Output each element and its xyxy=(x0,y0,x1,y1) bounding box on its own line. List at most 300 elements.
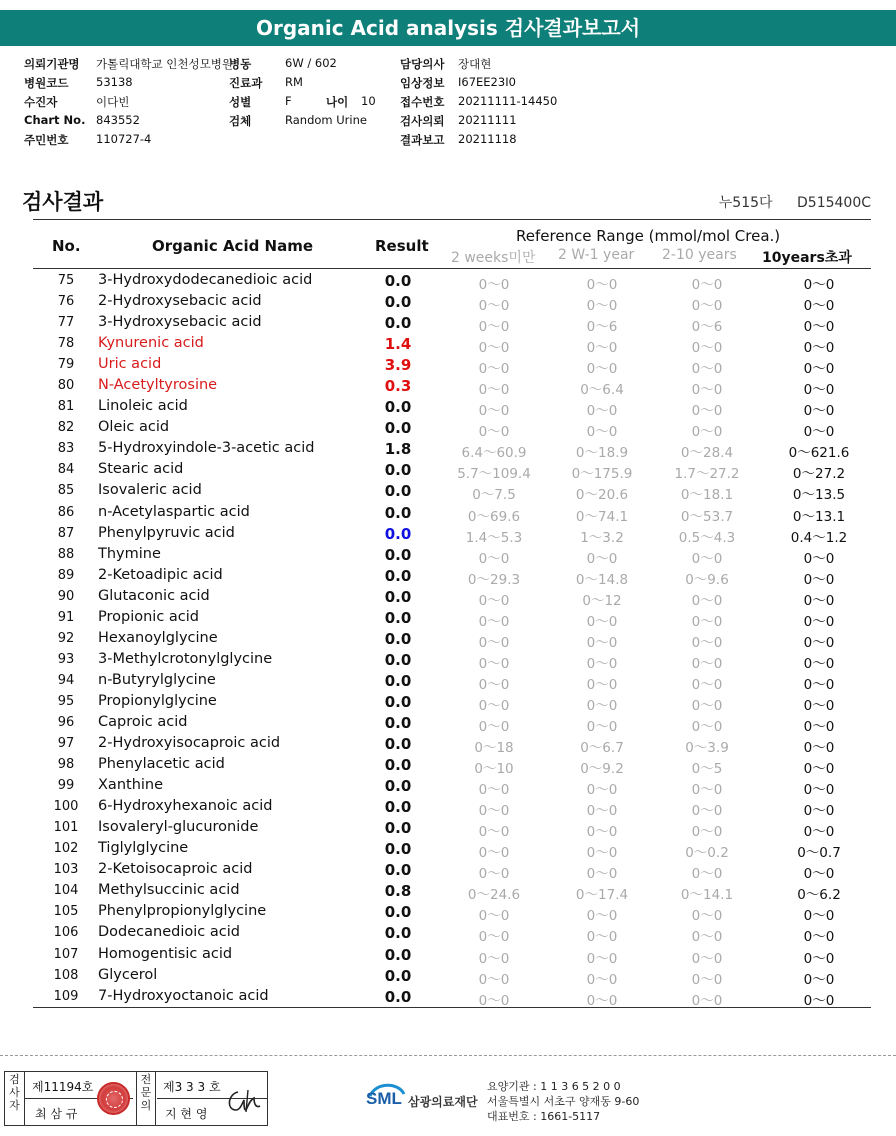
row-ref-2weeks: 0～0 xyxy=(478,845,510,862)
request-label: 검사의뢰 xyxy=(400,114,445,128)
row-ref-2weeks: 0～0 xyxy=(478,908,510,925)
row-ref-2weeks: 0～0 xyxy=(478,950,510,967)
row-no: 93 xyxy=(57,651,75,667)
header-ref-2: 2 W-1 year xyxy=(558,247,635,263)
row-name: Propionylglycine xyxy=(98,692,217,709)
row-ref-2w-1year: 0～20.6 xyxy=(575,487,629,504)
row-ref-2-10years: 0～18.1 xyxy=(680,487,734,504)
row-ref-2-10years: 0～0 xyxy=(691,613,723,630)
row-ref-2-10years: 0～0 xyxy=(691,803,723,820)
row-ref-2weeks: 0～0 xyxy=(478,866,510,883)
table-row xyxy=(33,987,871,1008)
row-ref-10years: 0～0 xyxy=(803,782,835,799)
row-ref-2w-1year: 0～74.1 xyxy=(575,508,629,525)
sign2-license: 제3 3 3 호 xyxy=(163,1080,221,1094)
row-ref-10years: 0～0 xyxy=(803,319,835,336)
row-ref-2weeks: 0～0 xyxy=(478,824,510,841)
table-row xyxy=(33,713,871,734)
row-name: 2-Hydroxysebacic acid xyxy=(98,293,262,310)
row-ref-2weeks: 0～0 xyxy=(478,550,510,567)
row-ref-10years: 0～0 xyxy=(803,340,835,357)
row-ref-2weeks: 0～0 xyxy=(478,361,510,378)
row-ref-2weeks: 0～10 xyxy=(474,761,514,778)
row-no: 75 xyxy=(57,273,75,288)
row-no: 85 xyxy=(57,483,75,499)
row-name: Phenylpropionylglycine xyxy=(98,903,267,920)
row-ref-2w-1year: 1～3.2 xyxy=(580,529,624,546)
row-ref-10years: 0～0 xyxy=(803,550,835,567)
row-ref-2weeks: 0～7.5 xyxy=(472,487,516,504)
row-ref-2-10years: 0～53.7 xyxy=(680,508,734,525)
table-row xyxy=(33,481,871,502)
specimen-label: 검체 xyxy=(229,114,252,128)
row-no: 104 xyxy=(53,883,79,899)
row-no: 95 xyxy=(57,693,75,709)
row-no: 77 xyxy=(57,315,75,331)
row-ref-2weeks: 5.7～109.4 xyxy=(457,466,531,483)
row-ref-2w-1year: 0～18.9 xyxy=(575,445,629,462)
chart-label: Chart No. xyxy=(24,113,86,127)
row-name: Uric acid xyxy=(98,356,162,373)
table-row xyxy=(33,923,871,944)
row-ref-2w-1year: 0～0 xyxy=(586,908,618,925)
row-no: 108 xyxy=(53,967,79,983)
row-no: 102 xyxy=(53,841,79,857)
table-row xyxy=(33,418,871,439)
row-ref-2-10years: 0～0 xyxy=(691,592,723,609)
ward-label: 병동 xyxy=(229,57,252,71)
table-row xyxy=(33,797,871,818)
row-result: 0.0 xyxy=(384,461,412,480)
row-ref-2-10years: 0～0 xyxy=(691,634,723,651)
row-no: 109 xyxy=(53,988,79,1004)
row-ref-10years: 0～0 xyxy=(803,676,835,693)
row-ref-2-10years: 0～14.1 xyxy=(680,887,734,904)
dept-label: 진료과 xyxy=(229,76,263,90)
chart-value: 843552 xyxy=(96,113,140,127)
row-ref-2w-1year: 0～9.2 xyxy=(580,761,624,778)
row-ref-10years: 0～0 xyxy=(803,950,835,967)
row-ref-2w-1year: 0～175.9 xyxy=(571,466,633,483)
row-name: Oleic acid xyxy=(98,419,170,436)
row-no: 78 xyxy=(57,336,75,352)
row-ref-10years: 0～0 xyxy=(803,929,835,946)
table-row xyxy=(33,966,871,987)
clinical-value: I67EE23I0 xyxy=(458,75,516,89)
table-row xyxy=(33,271,871,292)
row-result: 0.0 xyxy=(384,798,412,817)
row-ref-2-10years: 0～0 xyxy=(691,655,723,672)
row-ref-2weeks: 0～0 xyxy=(478,803,510,820)
table-row xyxy=(33,587,871,608)
row-ref-2-10years: 0～0 xyxy=(691,971,723,988)
row-ref-2-10years: 0～0 xyxy=(691,908,723,925)
row-ref-10years: 0～0 xyxy=(803,718,835,735)
row-ref-2weeks: 0～18 xyxy=(474,740,514,757)
row-name: 2-Hydroxyisocaproic acid xyxy=(98,735,281,752)
row-name: 7-Hydroxyoctanoic acid xyxy=(98,987,269,1004)
row-no: 90 xyxy=(57,588,75,604)
row-no: 83 xyxy=(57,441,75,457)
sign1-license: 제11194호 xyxy=(32,1080,94,1094)
report-date-label: 결과보고 xyxy=(400,133,445,147)
row-no: 96 xyxy=(57,714,75,730)
row-name: Caproic acid xyxy=(98,713,188,730)
report-title: Organic Acid analysis 검사결과보고서 xyxy=(0,10,896,46)
row-result: 0.0 xyxy=(384,272,412,290)
row-ref-2-10years: 0～0 xyxy=(691,992,723,1009)
table-row xyxy=(33,524,871,545)
row-result: 0.0 xyxy=(384,293,412,312)
table-row xyxy=(33,734,871,755)
row-ref-2-10years: 0～0 xyxy=(691,697,723,714)
row-ref-10years: 0～0 xyxy=(803,992,835,1009)
row-ref-2-10years: 0～0 xyxy=(691,866,723,883)
table-row xyxy=(33,503,871,524)
doctor-value: 장대현 xyxy=(458,57,492,71)
row-name: 3-Hydroxydodecanedioic acid xyxy=(98,272,313,288)
row-ref-2w-1year: 0～0 xyxy=(586,929,618,946)
row-name: Xanthine xyxy=(98,777,164,794)
row-ref-2-10years: 0～28.4 xyxy=(680,445,734,462)
row-no: 87 xyxy=(57,525,75,541)
id-value: 110727-4 xyxy=(96,132,152,146)
row-result: 0.0 xyxy=(384,966,412,985)
row-name: Stearic acid xyxy=(98,461,184,478)
row-result: 0.0 xyxy=(384,524,412,543)
row-ref-2weeks: 0～0 xyxy=(478,424,510,441)
row-ref-2weeks: 0～0 xyxy=(478,718,510,735)
header-ref-4: 10years초과 xyxy=(762,250,852,266)
table-row xyxy=(33,460,871,481)
row-no: 106 xyxy=(53,925,79,941)
age-label: 나이 xyxy=(326,95,349,109)
table-row xyxy=(33,671,871,692)
org-name: 삼광의료재단 xyxy=(408,1095,478,1109)
table-row xyxy=(33,566,871,587)
row-result: 1.4 xyxy=(384,335,412,354)
row-ref-10years: 0～0 xyxy=(803,908,835,925)
row-ref-2w-1year: 0～6.7 xyxy=(580,740,624,757)
patient-label: 수진자 xyxy=(24,95,58,109)
row-result: 0.0 xyxy=(384,608,412,627)
row-ref-2-10years: 0～0 xyxy=(691,403,723,420)
row-ref-2weeks: 0～0 xyxy=(478,403,510,420)
row-ref-10years: 0～0 xyxy=(803,382,835,399)
row-ref-2-10years: 0～9.6 xyxy=(685,571,729,588)
patient-value: 이다빈 xyxy=(96,95,130,109)
row-ref-10years: 0～0 xyxy=(803,298,835,315)
row-ref-10years: 0～0 xyxy=(803,592,835,609)
row-no: 88 xyxy=(57,546,75,562)
row-ref-2w-1year: 0～0 xyxy=(586,634,618,651)
row-result: 0.0 xyxy=(384,735,412,754)
row-ref-10years: 0～0 xyxy=(803,403,835,420)
row-result: 0.0 xyxy=(384,398,412,417)
row-ref-2-10years: 0～3.9 xyxy=(685,740,729,757)
row-ref-2weeks: 0～0 xyxy=(478,782,510,799)
table-row xyxy=(33,881,871,902)
sign2-name: 지 현 영 xyxy=(165,1107,208,1121)
row-name: 2-Ketoadipic acid xyxy=(98,566,223,583)
row-no: 99 xyxy=(57,778,75,794)
id-label: 주민번호 xyxy=(24,133,69,147)
row-name: 6-Hydroxyhexanoic acid xyxy=(98,798,273,815)
row-ref-2weeks: 0～0 xyxy=(478,634,510,651)
row-ref-2w-1year: 0～0 xyxy=(586,971,618,988)
row-ref-2w-1year: 0～0 xyxy=(586,424,618,441)
row-ref-2-10years: 0～5 xyxy=(691,761,723,778)
table-row xyxy=(33,629,871,650)
row-ref-2-10years: 0～0 xyxy=(691,298,723,315)
row-ref-2weeks: 6.4～60.9 xyxy=(461,445,527,462)
row-result: 0.0 xyxy=(384,777,412,796)
row-result: 0.0 xyxy=(384,503,412,522)
row-ref-2-10years: 0～6 xyxy=(691,319,723,336)
row-ref-10years: 0～0 xyxy=(803,697,835,714)
row-no: 98 xyxy=(57,757,75,773)
row-ref-2w-1year: 0～0 xyxy=(586,950,618,967)
signature-box xyxy=(4,1071,268,1126)
row-result: 0.0 xyxy=(384,819,412,838)
table-row xyxy=(33,376,871,397)
row-name: Methylsuccinic acid xyxy=(98,882,240,899)
results-table xyxy=(33,271,871,1008)
row-ref-2w-1year: 0～0 xyxy=(586,697,618,714)
row-ref-10years: 0～6.2 xyxy=(797,887,841,904)
table-row xyxy=(33,818,871,839)
row-ref-2weeks: 0～0 xyxy=(478,298,510,315)
row-name: Hexanoylglycine xyxy=(98,629,218,646)
header-result: Result xyxy=(375,237,429,255)
row-ref-2-10years: 0～0 xyxy=(691,361,723,378)
row-ref-2-10years: 0～0 xyxy=(691,676,723,693)
row-ref-2w-1year: 0～6.4 xyxy=(580,382,624,399)
row-no: 94 xyxy=(57,672,75,688)
row-name: Isovaleryl-glucuronide xyxy=(98,819,259,836)
row-ref-10years: 0～13.5 xyxy=(792,487,846,504)
row-ref-2-10years: 0～0 xyxy=(691,277,723,293)
row-ref-10years: 0～0 xyxy=(803,866,835,883)
request-value: 20211111 xyxy=(458,113,517,127)
clinical-label: 임상정보 xyxy=(400,76,445,90)
header-reference: Reference Range (mmol/mol Crea.) xyxy=(516,227,781,245)
specimen-value: Random Urine xyxy=(285,113,367,127)
row-ref-10years: 0.4～1.2 xyxy=(790,529,848,546)
row-result: 0.0 xyxy=(384,692,412,711)
row-result: 0.0 xyxy=(384,861,412,880)
row-ref-10years: 0～0 xyxy=(803,761,835,778)
row-ref-2-10years: 0～0 xyxy=(691,424,723,441)
row-no: 86 xyxy=(57,504,75,520)
row-ref-2-10years: 0～0 xyxy=(691,929,723,946)
row-name: Glycerol xyxy=(98,966,158,983)
row-ref-2w-1year: 0～0 xyxy=(586,340,618,357)
row-ref-10years: 0～0 xyxy=(803,571,835,588)
row-result: 0.8 xyxy=(384,882,412,901)
row-no: 101 xyxy=(53,820,79,836)
org-phone: 대표번호 : 1661-5117 xyxy=(487,1110,601,1123)
row-ref-2-10years: 0～0 xyxy=(691,950,723,967)
row-result: 0.0 xyxy=(384,987,412,1006)
table-row xyxy=(33,776,871,797)
row-ref-2w-1year: 0～0 xyxy=(586,613,618,630)
row-result: 1.8 xyxy=(384,440,412,459)
row-ref-10years: 0～621.6 xyxy=(788,445,850,462)
sign1-name: 최 삼 규 xyxy=(35,1107,78,1121)
hospital-value: 가톨릭대학교 인천성모병원 xyxy=(96,57,233,71)
row-ref-10years: 0～0 xyxy=(803,803,835,820)
row-no: 97 xyxy=(57,736,75,752)
row-result: 0.0 xyxy=(384,587,412,606)
table-row xyxy=(33,650,871,671)
row-no: 107 xyxy=(53,946,79,962)
table-row xyxy=(33,608,871,629)
table-row xyxy=(33,355,871,376)
row-name: Isovaleric acid xyxy=(98,482,202,499)
row-name: Propionic acid xyxy=(98,608,199,625)
row-name: Kynurenic acid xyxy=(98,335,204,352)
row-no: 100 xyxy=(53,799,79,815)
row-no: 81 xyxy=(57,399,75,415)
sign2-role: 전 문 의 xyxy=(136,1072,156,1125)
row-result: 0.0 xyxy=(384,545,412,564)
row-result: 0.0 xyxy=(384,629,412,648)
row-result: 0.0 xyxy=(384,314,412,333)
row-result: 0.0 xyxy=(384,924,412,943)
table-top-rule xyxy=(33,219,871,220)
row-ref-2weeks: 0～0 xyxy=(478,319,510,336)
row-result: 0.0 xyxy=(384,713,412,732)
row-ref-10years: 0～0 xyxy=(803,824,835,841)
row-no: 89 xyxy=(57,567,75,583)
row-ref-2weeks: 0～0 xyxy=(478,613,510,630)
row-ref-2w-1year: 0～0 xyxy=(586,845,618,862)
row-ref-2w-1year: 0～14.8 xyxy=(575,571,629,588)
seal-stamp xyxy=(97,1082,130,1115)
table-row xyxy=(33,439,871,460)
table-row xyxy=(33,839,871,860)
row-ref-10years: 0～0.7 xyxy=(797,845,841,862)
row-ref-10years: 0～27.2 xyxy=(792,466,846,483)
row-result: 0.0 xyxy=(384,945,412,964)
row-ref-2weeks: 0～0 xyxy=(478,655,510,672)
row-ref-2w-1year: 0～6 xyxy=(586,319,618,336)
header-ref-1: 2 weeks미만 xyxy=(451,250,536,266)
table-row xyxy=(33,292,871,313)
table-row xyxy=(33,860,871,881)
row-result: 0.0 xyxy=(384,482,412,501)
row-name: Phenylpyruvic acid xyxy=(98,524,235,541)
row-result: 0.0 xyxy=(384,566,412,585)
table-row xyxy=(33,397,871,418)
row-result: 0.0 xyxy=(384,419,412,438)
table-row xyxy=(33,692,871,713)
row-ref-2w-1year: 0～0 xyxy=(586,866,618,883)
row-ref-2w-1year: 0～0 xyxy=(586,803,618,820)
row-result: 0.0 xyxy=(384,756,412,775)
row-no: 76 xyxy=(57,294,75,310)
header-name: Organic Acid Name xyxy=(152,237,314,255)
row-ref-2-10years: 0.5～4.3 xyxy=(678,529,736,546)
row-ref-2weeks: 0～0 xyxy=(478,697,510,714)
sex-label: 성별 xyxy=(229,95,252,109)
row-no: 91 xyxy=(57,609,75,625)
row-ref-2w-1year: 0～0 xyxy=(586,277,618,293)
table-row xyxy=(33,313,871,334)
row-ref-2w-1year: 0～0 xyxy=(586,361,618,378)
row-result: 0.0 xyxy=(384,671,412,690)
row-ref-2-10years: 0～0.2 xyxy=(685,845,729,862)
code-2: D515400C xyxy=(797,195,871,211)
row-ref-2w-1year: 0～0 xyxy=(586,992,618,1009)
row-ref-2-10years: 0～0 xyxy=(691,382,723,399)
row-ref-2weeks: 1.4～5.3 xyxy=(465,529,523,546)
row-ref-2weeks: 0～0 xyxy=(478,340,510,357)
row-ref-10years: 0～0 xyxy=(803,424,835,441)
sml-logo-text: SML xyxy=(366,1089,402,1108)
reception-value: 20211111-14450 xyxy=(458,94,558,108)
row-ref-2-10years: 0～0 xyxy=(691,340,723,357)
row-name: Thymine xyxy=(98,545,161,562)
patient-info xyxy=(24,56,874,151)
row-no: 80 xyxy=(57,378,75,394)
row-ref-10years: 0～0 xyxy=(803,655,835,672)
sign1-role: 검 사 자 xyxy=(5,1072,25,1125)
table-header-rule xyxy=(33,268,871,269)
row-name: n-Butyrylglycine xyxy=(98,671,216,688)
row-name: 2-Ketoisocaproic acid xyxy=(98,861,253,878)
row-name: 5-Hydroxyindole-3-acetic acid xyxy=(98,440,315,457)
row-result: 0.0 xyxy=(384,903,412,922)
row-name: Linoleic acid xyxy=(98,398,188,415)
row-result: 0.0 xyxy=(384,840,412,859)
org-address-line: 서울특별시 서초구 양재동 9-60 xyxy=(487,1095,640,1108)
sex-value: F xyxy=(285,94,292,108)
dept-value: RM xyxy=(285,75,303,89)
row-ref-10years: 0～0 xyxy=(803,740,835,757)
row-ref-2weeks: 0～0 xyxy=(478,971,510,988)
row-ref-2-10years: 0～0 xyxy=(691,824,723,841)
table-row xyxy=(33,902,871,923)
row-ref-2weeks: 0～69.6 xyxy=(467,508,521,525)
row-ref-2-10years: 0～0 xyxy=(691,782,723,799)
row-ref-2-10years: 0～0 xyxy=(691,718,723,735)
row-no: 103 xyxy=(53,862,79,878)
hospital-label: 의뢰기관명 xyxy=(24,57,80,71)
row-ref-2w-1year: 0～17.4 xyxy=(575,887,629,904)
row-name: 3-Hydroxysebacic acid xyxy=(98,314,262,331)
table-row xyxy=(33,755,871,776)
row-name: Homogentisic acid xyxy=(98,945,233,962)
header-ref-3: 2-10 years xyxy=(662,247,737,263)
row-name: Dodecanedioic acid xyxy=(98,924,240,941)
table-row xyxy=(33,334,871,355)
row-ref-2weeks: 0～0 xyxy=(478,592,510,609)
row-name: Tiglylglycine xyxy=(98,840,189,857)
row-ref-2w-1year: 0～0 xyxy=(586,298,618,315)
row-result: 0.0 xyxy=(384,650,412,669)
table-bottom-rule xyxy=(33,1007,871,1008)
row-result: 0.3 xyxy=(384,377,412,396)
org-institution-code: 요양기관 : 1 1 3 6 5 2 0 0 xyxy=(487,1080,621,1093)
row-no: 105 xyxy=(53,904,79,920)
row-name: 3-Methylcrotonylglycine xyxy=(98,650,273,667)
sml-logo xyxy=(366,1080,486,1120)
row-name: n-Acetylaspartic acid xyxy=(98,503,250,520)
row-ref-2w-1year: 0～0 xyxy=(586,718,618,735)
row-ref-2w-1year: 0～0 xyxy=(586,655,618,672)
